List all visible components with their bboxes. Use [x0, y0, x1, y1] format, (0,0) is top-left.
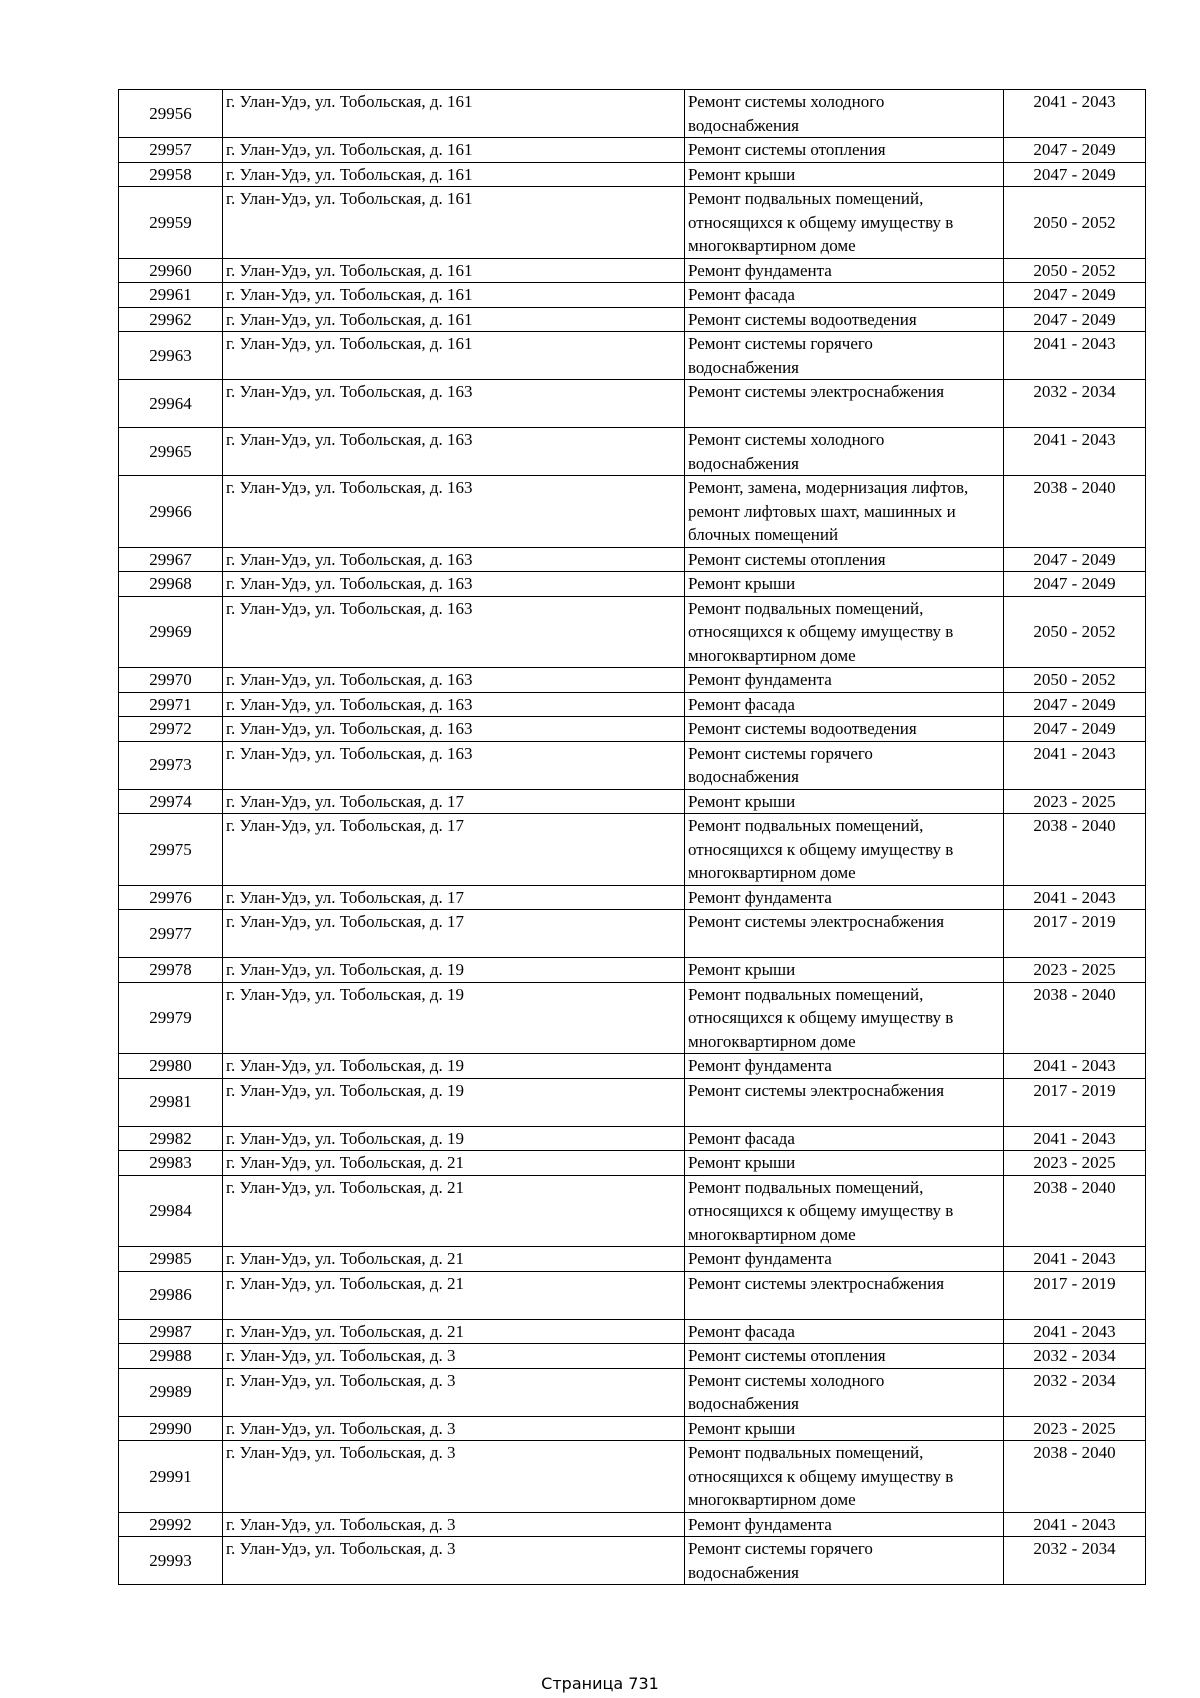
table-row: [119, 910, 1146, 958]
record-number-cell: 29987: [119, 1319, 223, 1344]
address-cell: г. Улан-Удэ, ул. Тобольская, д. 21: [223, 1151, 685, 1176]
table-row: [119, 547, 1146, 572]
period-cell: 2038 - 2040: [1004, 1175, 1146, 1247]
record-number-cell: 29979: [119, 982, 223, 1054]
address-cell: г. Улан-Удэ, ул. Тобольская, д. 17: [223, 885, 685, 910]
record-number-cell: 29972: [119, 717, 223, 742]
record-number-cell: 29957: [119, 138, 223, 163]
work-type-cell: Ремонт фасада: [685, 1319, 1004, 1344]
table-row: [119, 138, 1146, 163]
record-number-cell: 29963: [119, 332, 223, 380]
record-number-cell: 29980: [119, 1054, 223, 1079]
record-number-cell: 29968: [119, 572, 223, 597]
period-cell: 2041 - 2043: [1004, 741, 1146, 789]
address-cell: г. Улан-Удэ, ул. Тобольская, д. 19: [223, 982, 685, 1054]
address-cell: г. Улан-Удэ, ул. Тобольская, д. 163: [223, 717, 685, 742]
table-row: [119, 162, 1146, 187]
period-cell: 2041 - 2043: [1004, 1054, 1146, 1079]
work-type-cell: Ремонт системы электроснабжения: [685, 1271, 1004, 1319]
work-type-cell: Ремонт подвальных помещений, относящихся к общему имуществу в многоквартирном доме: [685, 1441, 1004, 1513]
work-schedule-table: [118, 89, 1146, 1585]
address-cell: г. Улан-Удэ, ул. Тобольская, д. 161: [223, 187, 685, 259]
address-cell: г. Улан-Удэ, ул. Тобольская, д. 19: [223, 1078, 685, 1126]
table-row: [119, 717, 1146, 742]
table-row: [119, 1512, 1146, 1537]
period-cell: 2017 - 2019: [1004, 910, 1146, 958]
table-row: [119, 90, 1146, 138]
period-cell: 2023 - 2025: [1004, 1151, 1146, 1176]
work-type-cell: Ремонт системы отопления: [685, 547, 1004, 572]
table-row: [119, 258, 1146, 283]
record-number-cell: 29975: [119, 814, 223, 886]
work-type-cell: Ремонт крыши: [685, 572, 1004, 597]
address-cell: г. Улан-Удэ, ул. Тобольская, д. 19: [223, 1126, 685, 1151]
address-cell: г. Улан-Удэ, ул. Тобольская, д. 163: [223, 668, 685, 693]
work-type-cell: Ремонт системы водоотведения: [685, 717, 1004, 742]
period-cell: 2023 - 2025: [1004, 789, 1146, 814]
record-number-cell: 29984: [119, 1175, 223, 1247]
period-cell: 2047 - 2049: [1004, 283, 1146, 308]
table-row: [119, 1151, 1146, 1176]
period-cell: 2041 - 2043: [1004, 1247, 1146, 1272]
work-type-cell: Ремонт фасада: [685, 1126, 1004, 1151]
period-cell: 2047 - 2049: [1004, 717, 1146, 742]
table-row: [119, 1416, 1146, 1441]
work-type-cell: Ремонт фундамента: [685, 668, 1004, 693]
address-cell: г. Улан-Удэ, ул. Тобольская, д. 163: [223, 380, 685, 428]
work-type-cell: Ремонт системы отопления: [685, 1344, 1004, 1369]
record-number-cell: 29993: [119, 1537, 223, 1585]
table-row: [119, 741, 1146, 789]
work-type-cell: Ремонт крыши: [685, 958, 1004, 983]
record-number-cell: 29976: [119, 885, 223, 910]
work-type-cell: Ремонт системы электроснабжения: [685, 1078, 1004, 1126]
period-cell: 2047 - 2049: [1004, 692, 1146, 717]
period-cell: 2041 - 2043: [1004, 428, 1146, 476]
record-number-cell: 29988: [119, 1344, 223, 1369]
record-number-cell: 29962: [119, 307, 223, 332]
work-type-cell: Ремонт фундамента: [685, 1054, 1004, 1079]
work-type-cell: Ремонт фасада: [685, 692, 1004, 717]
address-cell: г. Улан-Удэ, ул. Тобольская, д. 3: [223, 1441, 685, 1513]
table-row: [119, 1054, 1146, 1079]
period-cell: 2041 - 2043: [1004, 332, 1146, 380]
address-cell: г. Улан-Удэ, ул. Тобольская, д. 17: [223, 814, 685, 886]
record-number-cell: 29977: [119, 910, 223, 958]
record-number-cell: 29973: [119, 741, 223, 789]
table-row: [119, 572, 1146, 597]
period-cell: 2017 - 2019: [1004, 1078, 1146, 1126]
record-number-cell: 29965: [119, 428, 223, 476]
record-number-cell: 29992: [119, 1512, 223, 1537]
address-cell: г. Улан-Удэ, ул. Тобольская, д. 161: [223, 307, 685, 332]
table-row: [119, 380, 1146, 428]
record-number-cell: 29982: [119, 1126, 223, 1151]
address-cell: г. Улан-Удэ, ул. Тобольская, д. 163: [223, 692, 685, 717]
table-row: [119, 1175, 1146, 1247]
period-cell: 2050 - 2052: [1004, 258, 1146, 283]
record-number-cell: 29966: [119, 476, 223, 548]
period-cell: 2050 - 2052: [1004, 187, 1146, 259]
table-row: [119, 1537, 1146, 1585]
period-cell: 2047 - 2049: [1004, 162, 1146, 187]
work-type-cell: Ремонт системы горячего водоснабжения: [685, 1537, 1004, 1585]
period-cell: 2032 - 2034: [1004, 1537, 1146, 1585]
period-cell: 2041 - 2043: [1004, 90, 1146, 138]
work-type-cell: Ремонт подвальных помещений, относящихся к общему имуществу в многоквартирном доме: [685, 982, 1004, 1054]
table-row: [119, 187, 1146, 259]
work-type-cell: Ремонт системы холодного водоснабжения: [685, 90, 1004, 138]
record-number-cell: 29989: [119, 1368, 223, 1416]
record-number-cell: 29971: [119, 692, 223, 717]
period-cell: 2041 - 2043: [1004, 1126, 1146, 1151]
table-row: [119, 958, 1146, 983]
work-type-cell: Ремонт подвальных помещений, относящихся к общему имуществу в многоквартирном доме: [685, 1175, 1004, 1247]
work-type-cell: Ремонт системы холодного водоснабжения: [685, 428, 1004, 476]
work-type-cell: Ремонт системы электроснабжения: [685, 380, 1004, 428]
address-cell: г. Улан-Удэ, ул. Тобольская, д. 163: [223, 572, 685, 597]
table-row: [119, 789, 1146, 814]
record-number-cell: 29974: [119, 789, 223, 814]
record-number-cell: 29970: [119, 668, 223, 693]
address-cell: г. Улан-Удэ, ул. Тобольская, д. 163: [223, 596, 685, 668]
period-cell: 2017 - 2019: [1004, 1271, 1146, 1319]
record-number-cell: 29967: [119, 547, 223, 572]
address-cell: г. Улан-Удэ, ул. Тобольская, д. 161: [223, 90, 685, 138]
table-row: [119, 1078, 1146, 1126]
work-type-cell: Ремонт фундамента: [685, 885, 1004, 910]
period-cell: 2032 - 2034: [1004, 1344, 1146, 1369]
period-cell: 2047 - 2049: [1004, 572, 1146, 597]
address-cell: г. Улан-Удэ, ул. Тобольская, д. 163: [223, 741, 685, 789]
address-cell: г. Улан-Удэ, ул. Тобольская, д. 21: [223, 1319, 685, 1344]
work-type-cell: Ремонт системы отопления: [685, 138, 1004, 163]
address-cell: г. Улан-Удэ, ул. Тобольская, д. 19: [223, 958, 685, 983]
work-type-cell: Ремонт системы горячего водоснабжения: [685, 741, 1004, 789]
table-row: [119, 885, 1146, 910]
table-row: [119, 428, 1146, 476]
record-number-cell: 29990: [119, 1416, 223, 1441]
record-number-cell: 29964: [119, 380, 223, 428]
table-row: [119, 307, 1146, 332]
period-cell: 2038 - 2040: [1004, 814, 1146, 886]
address-cell: г. Улан-Удэ, ул. Тобольская, д. 3: [223, 1368, 685, 1416]
page-number: Страница 731: [541, 1674, 659, 1693]
address-cell: г. Улан-Удэ, ул. Тобольская, д. 163: [223, 428, 685, 476]
table-row: [119, 1368, 1146, 1416]
work-type-cell: Ремонт подвальных помещений, относящихся к общему имуществу в многоквартирном доме: [685, 187, 1004, 259]
work-type-cell: Ремонт фундамента: [685, 1512, 1004, 1537]
record-number-cell: 29958: [119, 162, 223, 187]
record-number-cell: 29969: [119, 596, 223, 668]
period-cell: 2041 - 2043: [1004, 1319, 1146, 1344]
record-number-cell: 29986: [119, 1271, 223, 1319]
table-row: [119, 1441, 1146, 1513]
address-cell: г. Улан-Удэ, ул. Тобольская, д. 21: [223, 1247, 685, 1272]
period-cell: 2041 - 2043: [1004, 885, 1146, 910]
work-type-cell: Ремонт фундамента: [685, 1247, 1004, 1272]
period-cell: 2038 - 2040: [1004, 476, 1146, 548]
table-row: [119, 1247, 1146, 1272]
work-type-cell: Ремонт системы электроснабжения: [685, 910, 1004, 958]
record-number-cell: 29961: [119, 283, 223, 308]
period-cell: 2038 - 2040: [1004, 982, 1146, 1054]
work-type-cell: Ремонт фундамента: [685, 258, 1004, 283]
address-cell: г. Улан-Удэ, ул. Тобольская, д. 3: [223, 1537, 685, 1585]
period-cell: 2032 - 2034: [1004, 1368, 1146, 1416]
work-type-cell: Ремонт крыши: [685, 162, 1004, 187]
period-cell: 2047 - 2049: [1004, 138, 1146, 163]
address-cell: г. Улан-Удэ, ул. Тобольская, д. 3: [223, 1344, 685, 1369]
record-number-cell: 29960: [119, 258, 223, 283]
period-cell: 2050 - 2052: [1004, 668, 1146, 693]
address-cell: г. Улан-Удэ, ул. Тобольская, д. 161: [223, 332, 685, 380]
period-cell: 2050 - 2052: [1004, 596, 1146, 668]
work-type-cell: Ремонт подвальных помещений, относящихся к общему имуществу в многоквартирном доме: [685, 814, 1004, 886]
work-type-cell: Ремонт системы водоотведения: [685, 307, 1004, 332]
table-row: [119, 332, 1146, 380]
period-cell: 2023 - 2025: [1004, 958, 1146, 983]
table-row: [119, 1126, 1146, 1151]
address-cell: г. Улан-Удэ, ул. Тобольская, д. 161: [223, 162, 685, 187]
table-row: [119, 982, 1146, 1054]
record-number-cell: 29985: [119, 1247, 223, 1272]
address-cell: г. Улан-Удэ, ул. Тобольская, д. 161: [223, 283, 685, 308]
address-cell: г. Улан-Удэ, ул. Тобольская, д. 163: [223, 547, 685, 572]
address-cell: г. Улан-Удэ, ул. Тобольская, д. 17: [223, 789, 685, 814]
table-row: [119, 1344, 1146, 1369]
table-row: [119, 1319, 1146, 1344]
record-number-cell: 29983: [119, 1151, 223, 1176]
address-cell: г. Улан-Удэ, ул. Тобольская, д. 21: [223, 1271, 685, 1319]
address-cell: г. Улан-Удэ, ул. Тобольская, д. 3: [223, 1512, 685, 1537]
period-cell: 2023 - 2025: [1004, 1416, 1146, 1441]
record-number-cell: 29991: [119, 1441, 223, 1513]
address-cell: г. Улан-Удэ, ул. Тобольская, д. 161: [223, 138, 685, 163]
work-type-cell: Ремонт крыши: [685, 1416, 1004, 1441]
table-row: [119, 692, 1146, 717]
table-row: [119, 814, 1146, 886]
table-row: [119, 596, 1146, 668]
table-body: [119, 90, 1146, 1585]
period-cell: 2038 - 2040: [1004, 1441, 1146, 1513]
table-row: [119, 283, 1146, 308]
work-type-cell: Ремонт крыши: [685, 1151, 1004, 1176]
table-row: [119, 1271, 1146, 1319]
record-number-cell: 29959: [119, 187, 223, 259]
table-row: [119, 476, 1146, 548]
table-row: [119, 668, 1146, 693]
record-number-cell: 29981: [119, 1078, 223, 1126]
address-cell: г. Улан-Удэ, ул. Тобольская, д. 3: [223, 1416, 685, 1441]
address-cell: г. Улан-Удэ, ул. Тобольская, д. 163: [223, 476, 685, 548]
record-number-cell: 29978: [119, 958, 223, 983]
period-cell: 2032 - 2034: [1004, 380, 1146, 428]
period-cell: 2047 - 2049: [1004, 547, 1146, 572]
period-cell: 2041 - 2043: [1004, 1512, 1146, 1537]
work-type-cell: Ремонт, замена, модернизация лифтов, ремонт лифтовых шахт, машинных и блочных помещений: [685, 476, 1004, 548]
address-cell: г. Улан-Удэ, ул. Тобольская, д. 17: [223, 910, 685, 958]
record-number-cell: 29956: [119, 90, 223, 138]
work-type-cell: Ремонт системы холодного водоснабжения: [685, 1368, 1004, 1416]
work-type-cell: Ремонт фасада: [685, 283, 1004, 308]
address-cell: г. Улан-Удэ, ул. Тобольская, д. 19: [223, 1054, 685, 1079]
work-type-cell: Ремонт крыши: [685, 789, 1004, 814]
address-cell: г. Улан-Удэ, ул. Тобольская, д. 161: [223, 258, 685, 283]
period-cell: 2047 - 2049: [1004, 307, 1146, 332]
work-type-cell: Ремонт системы горячего водоснабжения: [685, 332, 1004, 380]
work-type-cell: Ремонт подвальных помещений, относящихся к общему имуществу в многоквартирном доме: [685, 596, 1004, 668]
address-cell: г. Улан-Удэ, ул. Тобольская, д. 21: [223, 1175, 685, 1247]
